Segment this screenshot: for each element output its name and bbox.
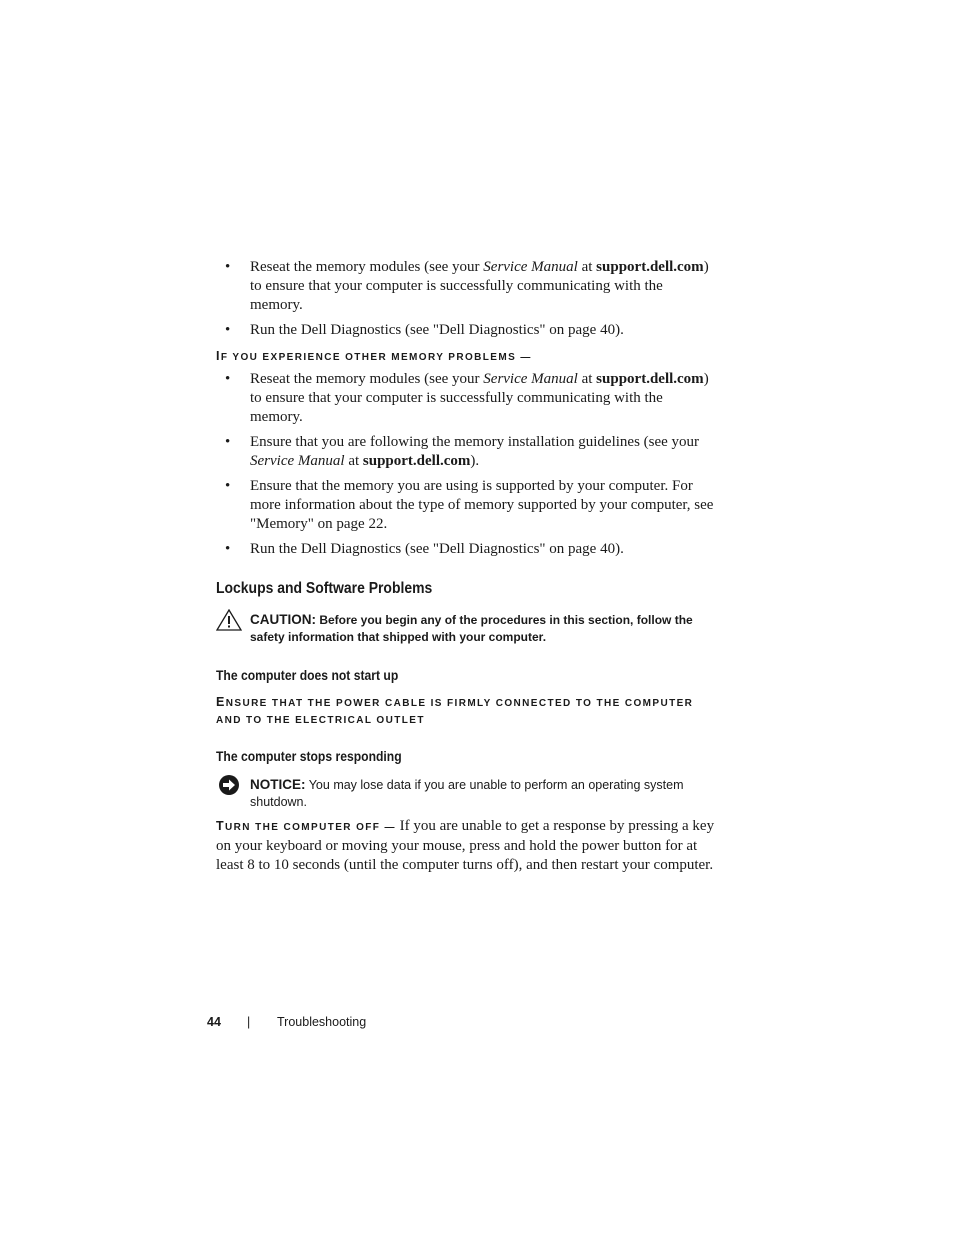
notice-arrow-icon bbox=[216, 774, 242, 796]
caution-note: CAUTION: Before you begin any of the procedures in this section, follow the safety information that shipped with your computer. bbox=[216, 611, 716, 646]
page-content bbox=[216, 258, 716, 875]
manual-reference: Service Manual bbox=[483, 371, 578, 387]
bullet-icon: • bbox=[225, 434, 231, 450]
list-item: • Reseat the memory modules (see your Service Manual at support.dell.com) to ensure that your computer is successfully communicating with the memory. bbox=[225, 259, 709, 313]
notice-note: NOTICE: You may lose data if you are unable to perform an operating system shutdown. bbox=[216, 776, 716, 811]
subheading-does-not-start: The computer does not start up bbox=[216, 668, 399, 683]
support-url: support.dell.com bbox=[596, 371, 704, 387]
bullet-icon: • bbox=[225, 478, 231, 494]
heading-other-memory-problems: IF YOU EXPERIENCE OTHER MEMORY PROBLEMS — bbox=[216, 349, 532, 363]
list-item: • Ensure that you are following the memory installation guidelines (see your Service Manual at support.dell.com). bbox=[225, 434, 700, 469]
caution-icon bbox=[216, 609, 242, 631]
footer-separator: | bbox=[247, 1015, 251, 1029]
bullet-icon: • bbox=[225, 371, 231, 387]
section-title: Lockups and Software Problems bbox=[216, 580, 433, 597]
bullet-icon: • bbox=[225, 259, 231, 275]
manual-reference: Service Manual bbox=[250, 453, 345, 469]
list-item: • Run the Dell Diagnostics (see "Dell Diagnostics" on page 40). bbox=[225, 541, 624, 557]
other-memory-steps-list bbox=[216, 370, 716, 559]
list-item: • Ensure that the memory you are using is supported by your computer. For more information about the type of memory supported by your computer, see "Memory" on page 22. bbox=[225, 478, 714, 532]
subheading-stops-responding: The computer stops responding bbox=[216, 749, 402, 764]
turn-off-instructions: TURN THE COMPUTER OFF — If you are unable to get a response by pressing a key on your keyboard or moving your mouse, press and hold the power button for at least 8 to 10 seconds (until the computer turns off), and then restart your computer. bbox=[216, 818, 715, 873]
bullet-icon: • bbox=[225, 322, 231, 338]
memory-steps-list bbox=[216, 258, 716, 340]
page-footer bbox=[207, 1015, 366, 1029]
list-item: • Reseat the memory modules (see your Service Manual at support.dell.com) to ensure that your computer is successfully communicating with the memory. bbox=[225, 371, 709, 425]
turn-off-heading: TURN THE COMPUTER OFF — bbox=[216, 819, 396, 833]
page-number: 44 bbox=[207, 1015, 221, 1029]
support-url: support.dell.com bbox=[362, 453, 471, 469]
footer-section-name: Troubleshooting bbox=[277, 1015, 367, 1029]
manual-reference: Service Manual bbox=[483, 259, 578, 275]
heading-power-cable: ENSURE THAT THE POWER CABLE IS FIRMLY CONNECTED TO THE COMPUTER AND TO THE ELECTRICAL OUTLET bbox=[216, 695, 694, 726]
list-item: • Run the Dell Diagnostics (see "Dell Diagnostics" on page 40). bbox=[225, 322, 624, 338]
support-url: support.dell.com bbox=[596, 259, 704, 275]
bullet-icon: • bbox=[225, 541, 231, 557]
